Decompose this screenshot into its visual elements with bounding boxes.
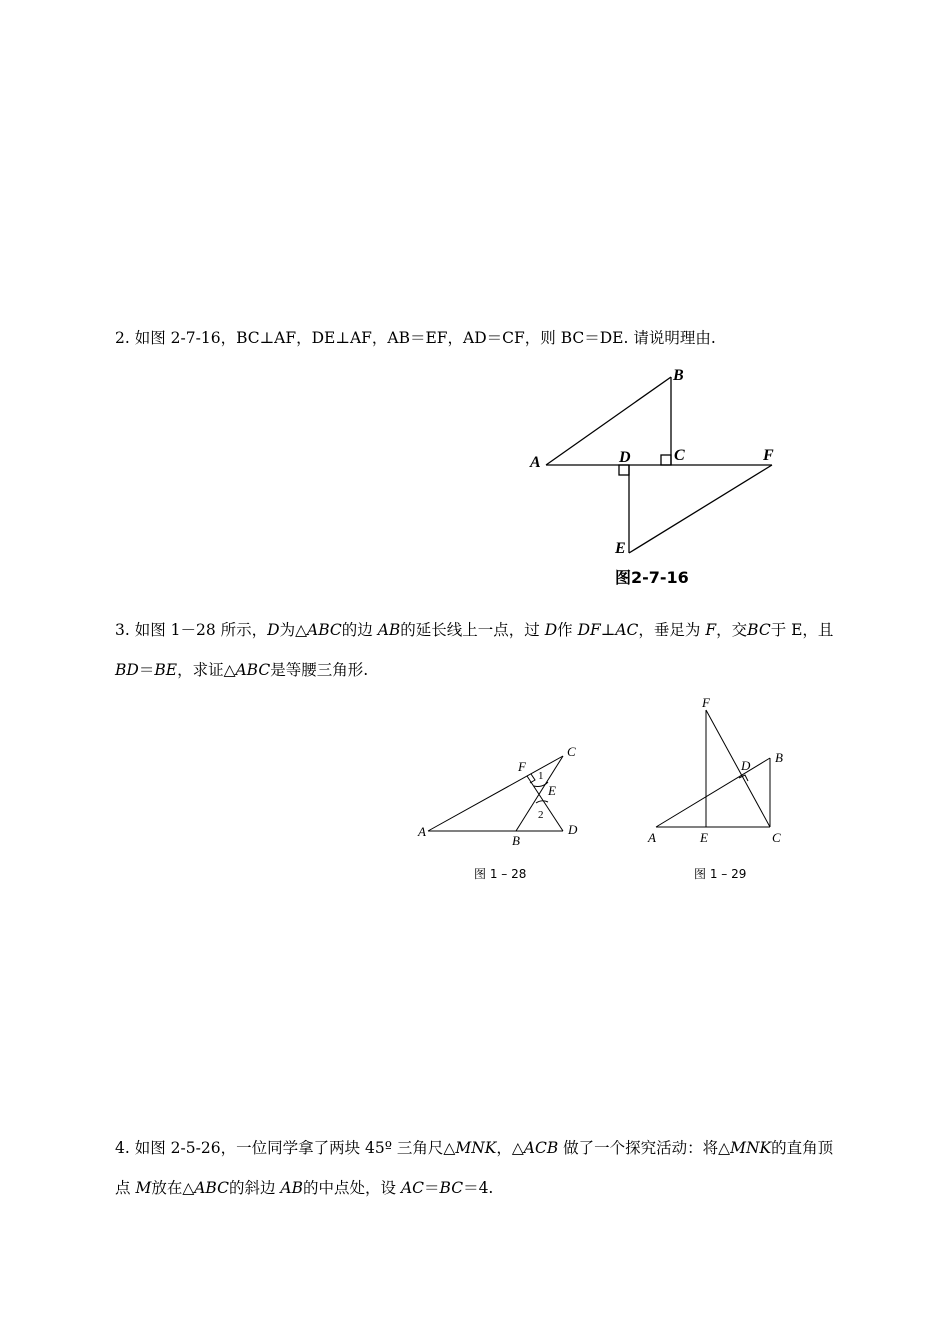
fig29-caption: 图 1 – 29 xyxy=(694,867,747,881)
fig16-label-b: B xyxy=(673,367,684,384)
text: 点 xyxy=(115,1179,136,1197)
fig29-line-fc xyxy=(706,710,770,827)
text: 的直角顶 xyxy=(771,1139,834,1157)
problem-4-line-2 xyxy=(115,1170,845,1206)
fig28-label-e: E xyxy=(548,783,556,798)
var: F xyxy=(705,621,717,639)
fig29-label-a: A xyxy=(648,830,656,845)
text: 4. 如图 2-5-26，一位同学拿了两块 45º 三角尺△ xyxy=(115,1139,456,1157)
problem-4-text xyxy=(115,1130,845,1206)
fig16-label-d: D xyxy=(619,449,631,466)
text: 做了一个探究活动：将△ xyxy=(558,1139,731,1157)
var: MNK xyxy=(455,1139,497,1157)
var: D xyxy=(544,621,558,639)
text: 放在△ xyxy=(151,1179,195,1197)
fig16-right-angle-d xyxy=(619,465,629,475)
text: 作 xyxy=(557,621,578,639)
var: ACB xyxy=(523,1139,559,1157)
text: 的中点处，设 xyxy=(303,1179,401,1197)
fig28-angle-2-label: 2 xyxy=(538,809,544,821)
var: DF xyxy=(577,621,601,639)
fig28-label-c: C xyxy=(567,744,576,759)
text: ，交 xyxy=(716,621,748,639)
text: 的延长线上一点，过 xyxy=(400,621,545,639)
fig16-line-ab xyxy=(546,377,671,465)
text: 的边 xyxy=(341,621,378,639)
var: AC xyxy=(615,621,639,639)
text: ，△ xyxy=(496,1139,524,1157)
fig16-line-ef xyxy=(629,465,772,553)
fig29-line-ab xyxy=(656,758,770,827)
text: ＝ xyxy=(138,661,155,679)
problem-3-text xyxy=(115,612,845,688)
text: 于 E，且 xyxy=(770,621,834,639)
fig28-label-f: F xyxy=(518,759,526,774)
fig28-caption: 图 1 – 28 xyxy=(474,867,527,881)
fig28-angle-2-arc xyxy=(536,801,548,803)
var: ABC xyxy=(307,621,342,639)
text: ，垂足为 xyxy=(638,621,706,639)
fig29-label-f: F xyxy=(702,695,710,710)
fig16-label-a: A xyxy=(530,454,541,471)
var: BE xyxy=(154,661,178,679)
fig29-label-b: B xyxy=(775,750,783,765)
fig29-label-d: D xyxy=(741,758,751,773)
var: ABC xyxy=(194,1179,229,1197)
problem-2-statement: 2. 如图 2-7-16，BC⊥AF，DE⊥AF，AB＝EF，AD＝CF，则 BC＝DE. 请说明理由. xyxy=(115,329,716,347)
text: 为△ xyxy=(279,621,308,639)
fig16-label-c: C xyxy=(674,447,685,464)
fig28-label-a: A xyxy=(418,824,426,839)
fig16-right-angle-c xyxy=(661,455,671,465)
var: D xyxy=(267,621,280,639)
text: 3. 如图 1－28 所示， xyxy=(115,621,268,639)
var: AB xyxy=(280,1179,303,1197)
var: ABC xyxy=(235,661,271,679)
text: 是等腰三角形. xyxy=(270,661,369,679)
var: BD xyxy=(115,661,139,679)
fig28-angle-1-label: 1 xyxy=(538,770,544,782)
text: 的斜边 xyxy=(228,1179,281,1197)
problem-3-line-1 xyxy=(115,612,845,648)
fig29-label-e: E xyxy=(700,830,708,845)
problem-3-line-2 xyxy=(115,652,845,688)
var: BC xyxy=(439,1179,464,1197)
var: MNK xyxy=(730,1139,772,1157)
text: ＝4. xyxy=(463,1179,494,1197)
var: M xyxy=(135,1179,152,1197)
fig29-label-c: C xyxy=(772,830,781,845)
problem-4-line-1 xyxy=(115,1130,845,1166)
fig16-label-f: F xyxy=(763,447,774,464)
var: AB xyxy=(377,621,401,639)
fig28-label-d: D xyxy=(568,822,578,837)
var: AC xyxy=(400,1179,424,1197)
var: BC xyxy=(747,621,771,639)
text: ＝ xyxy=(424,1179,440,1197)
text: ，求证△ xyxy=(177,661,236,679)
fig16-label-e: E xyxy=(615,540,626,557)
fig28-label-b: B xyxy=(512,833,520,848)
fig16-caption: 图2-7-16 xyxy=(615,568,689,587)
text: ⊥ xyxy=(600,621,616,639)
